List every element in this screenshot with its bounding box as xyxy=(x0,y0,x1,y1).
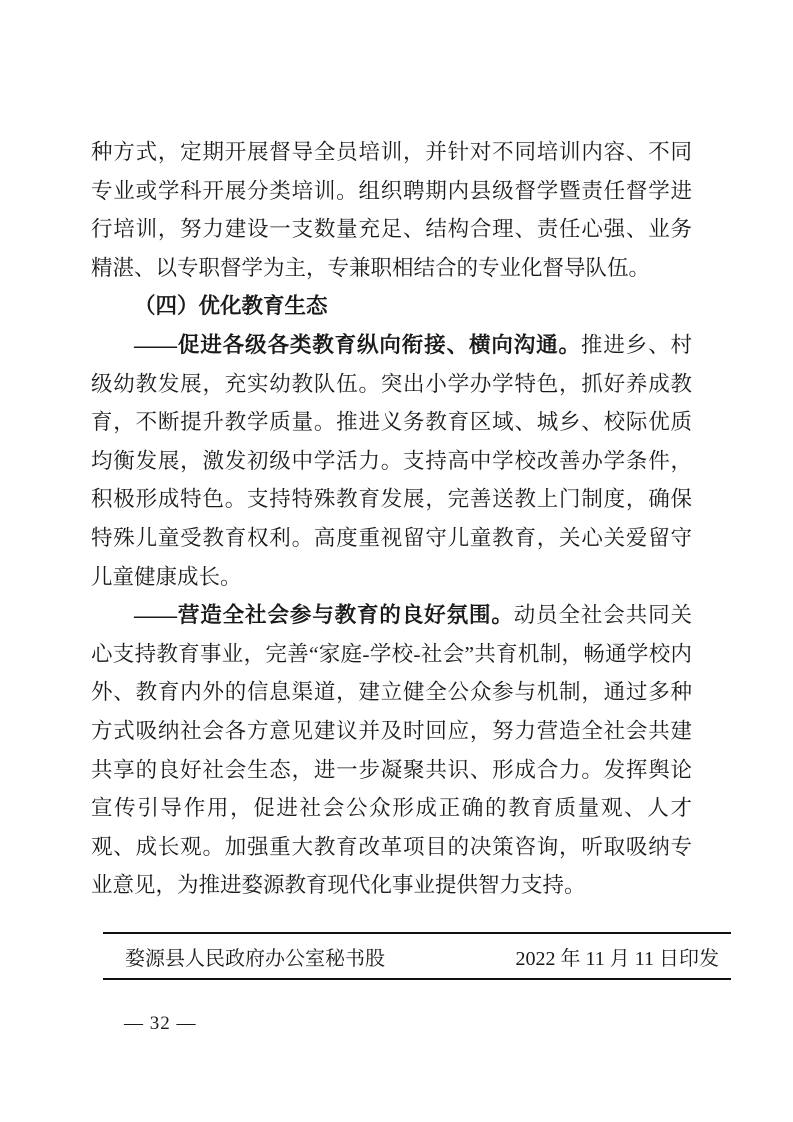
paragraph-continuation xyxy=(91,133,692,287)
footer-bar xyxy=(103,932,731,980)
paragraph-atmosphere-bold-lead: ——营造全社会参与教育的良好氛围。 xyxy=(134,603,514,628)
section-heading xyxy=(91,287,692,326)
paragraph-connect xyxy=(91,326,692,596)
paragraph-atmosphere-body: 动员全社会共同关心支持教育事业，完善“家庭-学校-社会”共育机制，畅通学校内外、教育内外的信息渠道，建立健全公众参与机制，通过多种方式吸纳社会各方意见建议并及时回应，努力营造全社会共建共享的良好社会生态，进一步凝聚共识、形成合力。发挥舆论宣传引导作用，促进社会公众形成正确的教育质量观、人才观、成长观。加强重大教育改革项目的决策咨询，听取吸纳专业意见，为推进婺源教育现代化事业提供智力支持。 xyxy=(91,603,692,898)
footer-issuer: 婺源县人民政府办公室秘书股 xyxy=(125,947,385,970)
page-number: — 32 — xyxy=(124,1013,197,1034)
footer-print-date: 2022 年 11 月 11 日印发 xyxy=(515,947,719,970)
paragraph-connect-body: 推进乡、村级幼教发展，充实幼教队伍。突出小学办学特色，抓好养成教育，不断提升教学质量。推进义务教育区域、城乡、校际优质均衡发展，激发初级中学活力。支持高中学校改善办学条件，积极形成特色。支持特殊教育发展，完善送教上门制度，确保特殊儿童受教育权利。高度重视留守儿童教育，关心关爱留守儿童健康成长。 xyxy=(91,332,692,589)
paragraph-atmosphere xyxy=(91,596,692,905)
document-body xyxy=(91,133,692,905)
paragraph-continuation-text: 种方式，定期开展督导全员培训，并针对不同培训内容、不同专业或学科开展分类培训。组织聘期内县级督学暨责任督学进行培训，努力建设一支数量充足、结构合理、责任心强、业务精湛、以专职督学为主，专兼职相结合的专业化督导队伍。 xyxy=(91,140,692,280)
paragraph-connect-bold-lead: ——促进各级各类教育纵向衔接、横向沟通。 xyxy=(134,332,581,357)
section-heading-text: （四）优化教育生态 xyxy=(134,294,328,319)
